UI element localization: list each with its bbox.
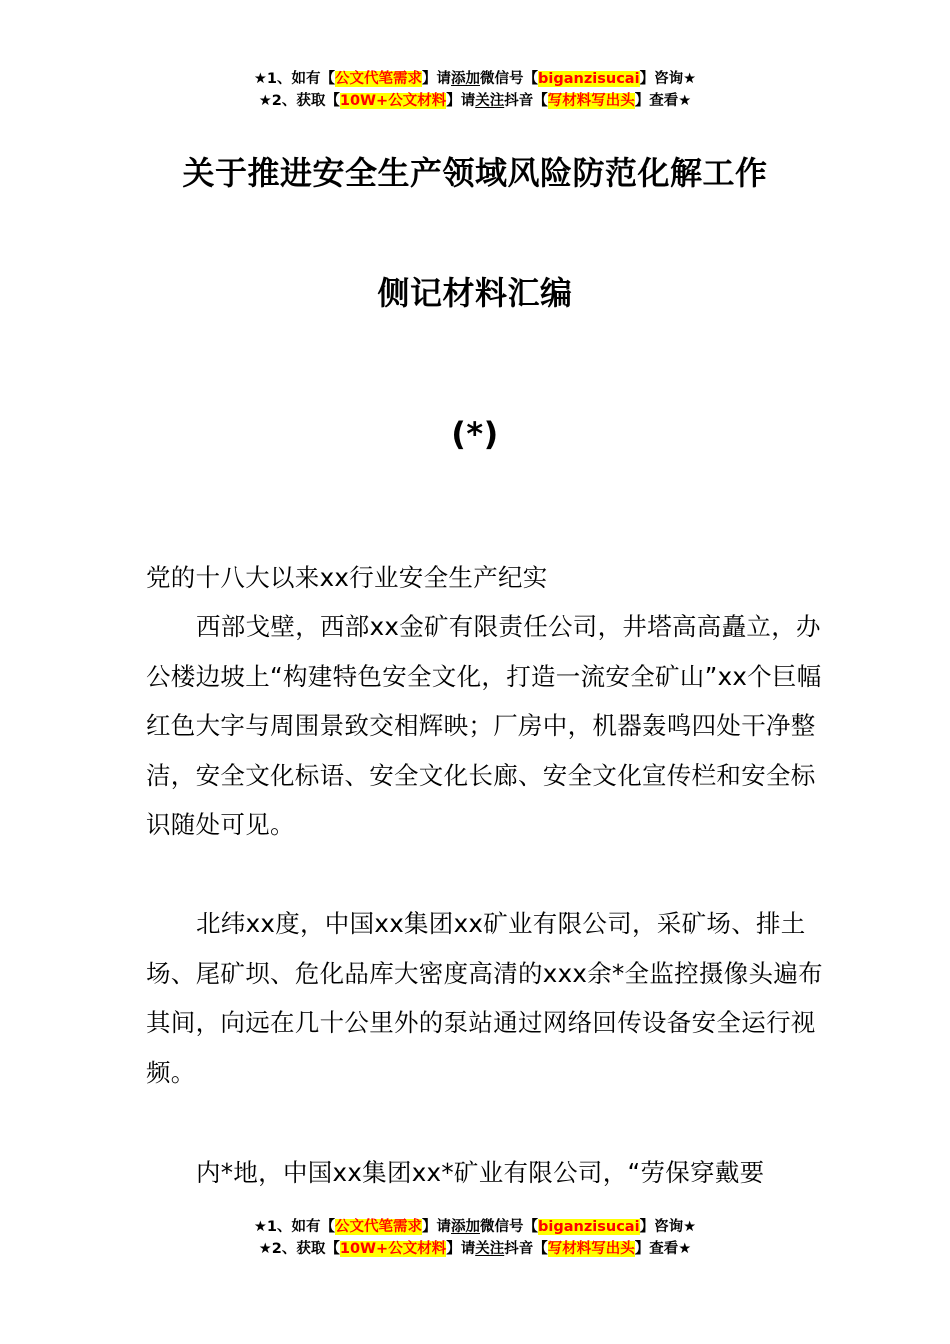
underline-follow: 关注 — [475, 1241, 505, 1257]
paragraph-3: 内*地，中国xx集团xx*矿业有限公司，“劳保穿戴要 — [196, 1158, 765, 1187]
banner-text: 】请 — [446, 1241, 476, 1257]
banner-text: 抖音【 — [504, 1241, 548, 1257]
highlight-materials: 10W+公文材料 — [339, 1241, 447, 1257]
top-banner — [0, 68, 950, 112]
banner-text: 】查看★ — [634, 93, 692, 109]
banner-text: 微信号【 — [480, 1219, 539, 1235]
banner-text: 】咨询★ — [639, 1219, 697, 1235]
document-title-line-1: 关于推进安全生产领域风险防范化解工作 — [182, 154, 768, 192]
section-heading: 党的十八大以来xx行业安全生产纪实 — [146, 563, 548, 592]
banner-text: 】请 — [422, 1219, 452, 1235]
highlight-wechat-id: biganzisucai — [538, 1219, 640, 1235]
highlight-douyin: 写材料写出头 — [547, 1241, 635, 1257]
banner-text: 微信号【 — [480, 71, 539, 87]
banner-text: ★2、获取【 — [258, 1241, 340, 1257]
document-title-marker: (*) — [451, 415, 499, 453]
banner-text: ★1、如有【 — [253, 71, 336, 87]
banner-line-1 — [0, 1216, 950, 1238]
underline-add: 添加 — [451, 71, 481, 87]
banner-text: 】请 — [422, 71, 452, 87]
banner-text: 】请 — [446, 93, 476, 109]
banner-line-2 — [0, 1238, 950, 1260]
highlight-douyin: 写材料写出头 — [547, 93, 635, 109]
paragraph-1: 西部戈壁，西部xx金矿有限责任公司，井塔高高矗立，办公楼边坡上“构建特色安全文化，打造一流安全矿山”xx个巨幅红色大字与周围景致交相辉映；厂房中，机器轰鸣四处干净整洁，安全文化标语、安全文化长廊、安全文化宣传栏和安全标识随处可见。 — [146, 612, 822, 839]
banner-line-1 — [0, 68, 950, 90]
banner-line-2 — [0, 90, 950, 112]
document-title-line-2: 侧记材料汇编 — [377, 274, 573, 312]
banner-text: 】咨询★ — [639, 71, 697, 87]
banner-text: ★1、如有【 — [253, 1219, 336, 1235]
underline-add: 添加 — [451, 1219, 481, 1235]
underline-follow: 关注 — [475, 93, 505, 109]
banner-text: 抖音【 — [504, 93, 548, 109]
banner-text: 】查看★ — [634, 1241, 692, 1257]
highlight-materials: 10W+公文材料 — [339, 93, 447, 109]
highlight-wechat-id: biganzisucai — [538, 71, 640, 87]
highlight-ghostwriting: 公文代笔需求 — [335, 71, 423, 87]
highlight-ghostwriting: 公文代笔需求 — [335, 1219, 423, 1235]
bottom-banner — [0, 1216, 950, 1260]
paragraph-2: 北纬xx度，中国xx集团xx矿业有限公司，采矿场、排土场、尾矿坝、危化品库大密度高清的xxx余*全监控摄像头遍布其间，向远在几十公里外的泵站通过网络回传设备安全运行视频。 — [146, 909, 823, 1087]
banner-text: ★2、获取【 — [258, 93, 340, 109]
